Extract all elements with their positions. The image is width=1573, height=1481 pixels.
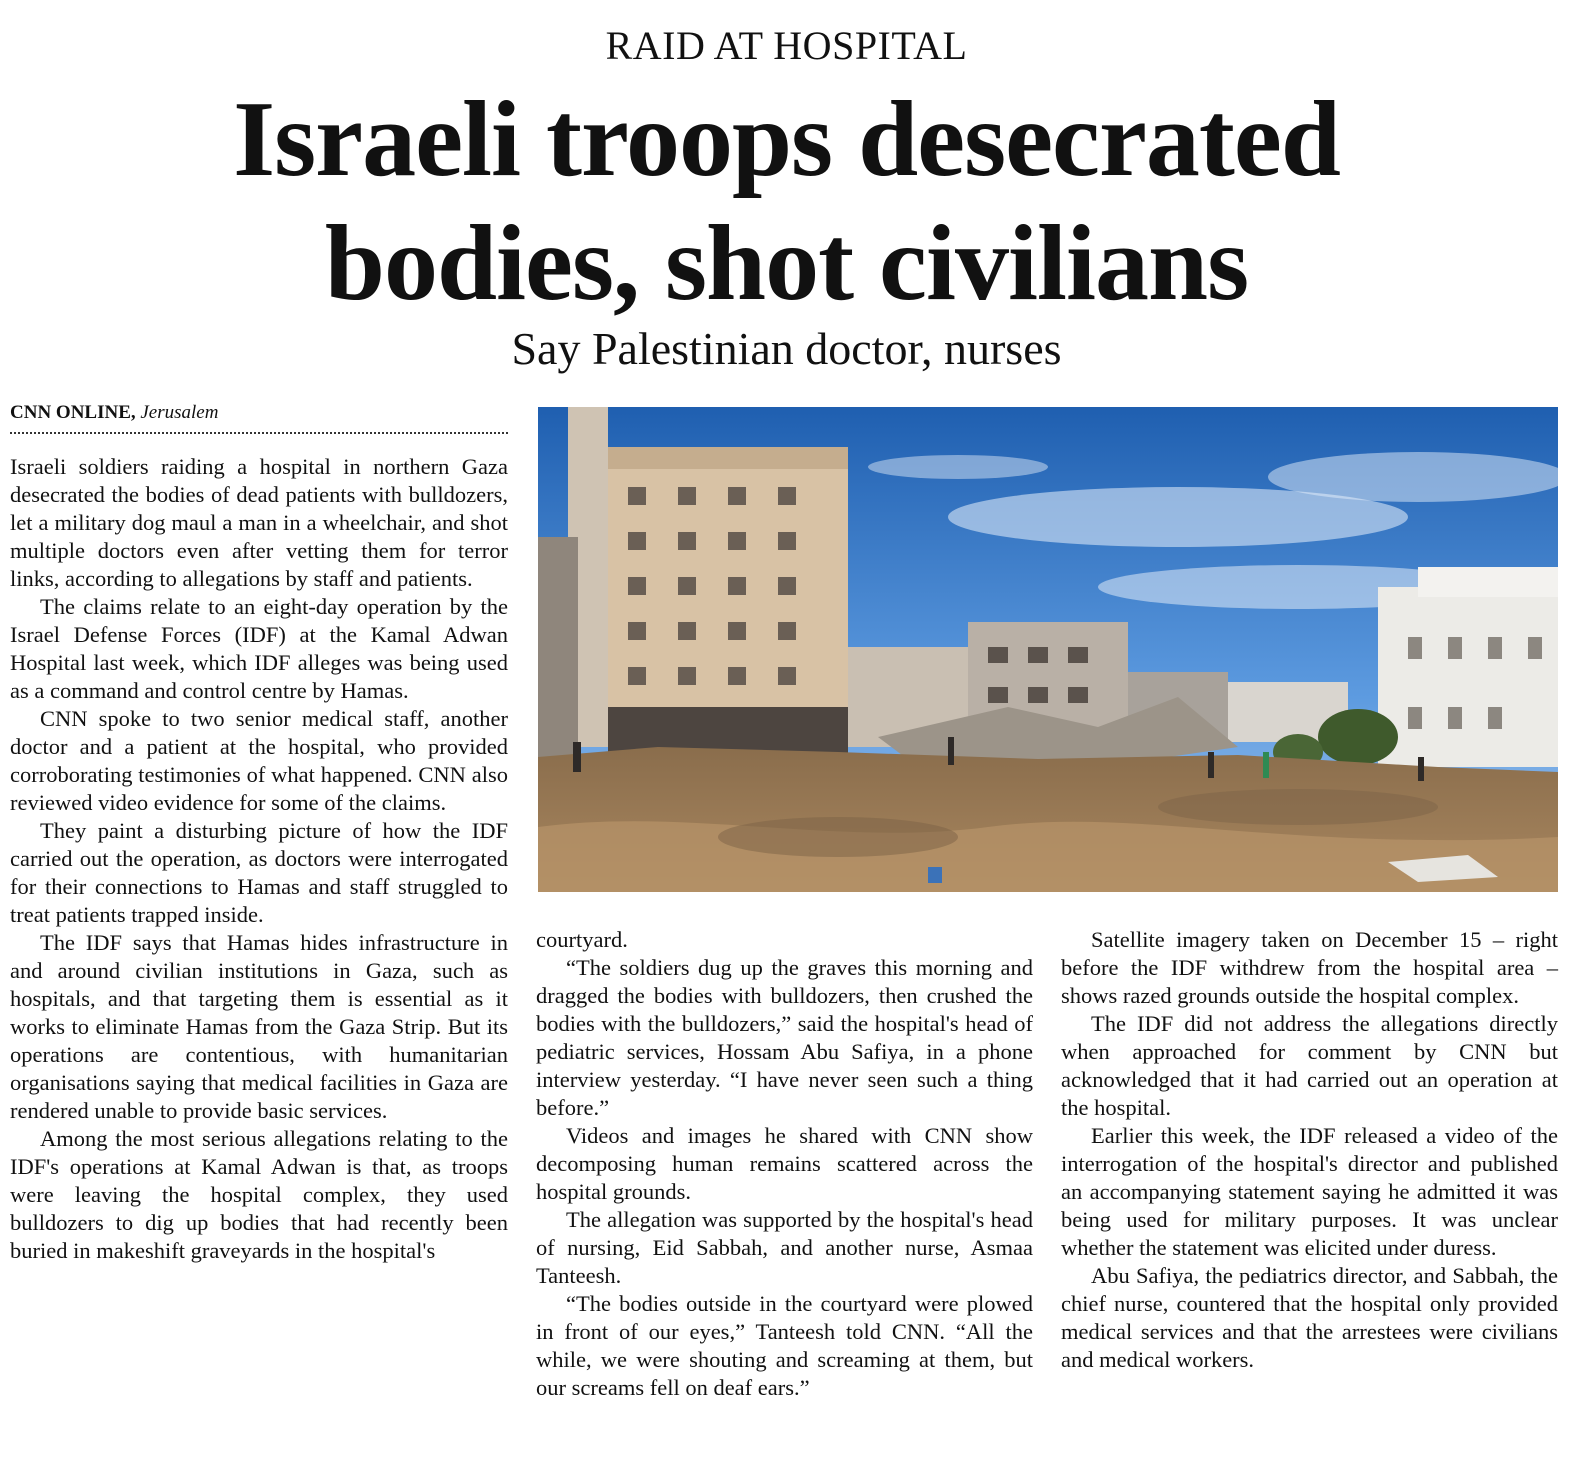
deck-subheadline: Say Palestinian doctor, nurses bbox=[511, 323, 1062, 374]
paragraph: The allegation was supported by the hospital's head of nursing, Eid Sabbah, and another nurse, Asmaa Tanteesh. bbox=[536, 1207, 1033, 1288]
paragraph: CNN spoke to two senior medical staff, another doctor and a patient at the hospital, who provided corroborating testimonies of what happened. CNN also reviewed video evidence for some of the claims. bbox=[10, 706, 508, 815]
news-photo bbox=[538, 407, 1558, 892]
article-column-2 bbox=[536, 926, 1033, 1402]
paragraph: The IDF says that Hamas hides infrastructure in and around civilian institutions in Gaza, such as hospitals, and that targeting them is essential as it works to eliminate Hamas from the Gaza Strip. But its operations are contentious, with humanitarian organisations saying that medical facilities in Gaza are rendered unable to provide basic services. bbox=[10, 930, 508, 1123]
kicker: RAID AT HOSPITAL bbox=[605, 23, 968, 68]
paragraph: They paint a disturbing picture of how the IDF carried out the operation, as doctors were interrogated for their connections to Hamas and staff struggled to treat patients trapped inside. bbox=[10, 818, 508, 927]
paragraph: The IDF did not address the allegations directly when approached for comment by CNN but acknowledged that it had carried out an operation at the hospital. bbox=[1061, 1011, 1558, 1120]
paragraph: Abu Safiya, the pediatrics director, and Sabbah, the chief nurse, countered that the hospital only provided medical services and that the arrestees were civilians and medical workers. bbox=[1061, 1263, 1558, 1372]
photo-of-destroyed-hospital-grounds bbox=[538, 407, 1558, 892]
paragraph: Satellite imagery taken on December 15 – right before the IDF withdrew from the hospital area – shows razed grounds outside the hospital complex. bbox=[1061, 927, 1558, 1008]
byline-location: Jerusalem bbox=[140, 402, 219, 423]
paragraph: Earlier this week, the IDF released a video of the interrogation of the hospital's director and published an accompanying statement saying he admitted it was being used for military purposes. It was unclear whether the statement was elicited under duress. bbox=[1061, 1123, 1558, 1260]
paragraph: The claims relate to an eight-day operation by the Israel Defense Forces (IDF) at the Kamal Adwan Hospital last week, which IDF alleges was being used as a command and control centre by Hamas. bbox=[10, 594, 508, 703]
paragraph: “The bodies outside in the courtyard were plowed in front of our eyes,” Tanteesh told CNN. “All the while, we were shouting and screaming at them, but our screams fell on deaf ears.” bbox=[536, 1291, 1033, 1400]
byline bbox=[10, 402, 508, 434]
headline bbox=[0, 78, 1573, 326]
paragraph: Israeli soldiers raiding a hospital in northern Gaza desecrated the bodies of dead patients with bulldozers, let a military dog maul a man in a wheelchair, and shot multiple doctors even after vetting them for terror links, according to allegations by staff and patients. bbox=[10, 454, 508, 591]
paragraph: Among the most serious allegations relating to the IDF's operations at Kamal Adwan is that, as troops were leaving the hospital complex, they used bulldozers to dig up bodies that had recently been buried in makeshift graveyards in the hospital's bbox=[10, 1126, 508, 1263]
headline-line-1: Israeli troops desecrated bbox=[233, 80, 1340, 199]
article-column-1 bbox=[10, 453, 508, 1265]
article-column-3 bbox=[1061, 926, 1558, 1374]
byline-source: CNN ONLINE, bbox=[10, 402, 136, 423]
headline-line-2: bodies, shot civilians bbox=[324, 204, 1249, 323]
paragraph: Videos and images he shared with CNN show decomposing human remains scattered across the hospital grounds. bbox=[536, 1123, 1033, 1204]
paragraph: courtyard. bbox=[536, 927, 628, 952]
paragraph: “The soldiers dug up the graves this morning and dragged the bodies with bulldozers, then crushed the bodies with the bulldozers,” said the hospital's head of pediatric services, Hossam Abu Safiya, in a phone interview yesterday. “I have never seen such a thing before.” bbox=[536, 955, 1033, 1120]
